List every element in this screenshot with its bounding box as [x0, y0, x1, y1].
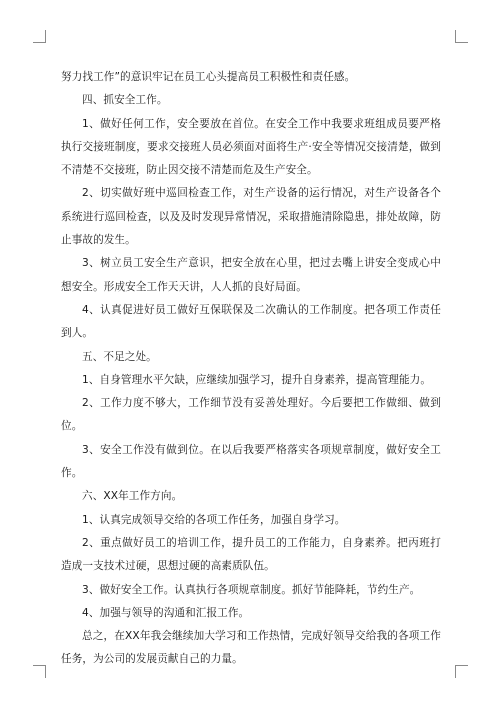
crop-mark-top-left: [33, 30, 46, 43]
paragraph-safety-2: 2、切实做好班中巡回检查工作，对生产设备的运行情况，对生产设备各个系统进行巡回检查，以及及时发现异常情况，采取措施清除隐患，排处故障，防止事故的发生。: [61, 187, 441, 247]
paragraph-direction-1: 1、认真完成领导交给的各项工作任务，加强自身学习。: [82, 513, 346, 526]
paragraph-shortcoming-1: 1、自身管理水平欠缺，应继续加强学习，提升自身素养，提高管理能力。: [82, 373, 432, 386]
paragraph-direction-4: 4、加强与领导的沟通和汇报工作。: [82, 606, 250, 619]
paragraph-shortcoming-2: 2、工作力度不够大，工作细节没有妥善处理好。今后要把工作做细、做到位。: [61, 397, 441, 433]
section-heading-direction: 六、XX年工作方向。: [82, 490, 183, 503]
document-body: [61, 66, 441, 672]
crop-mark-bottom-right: [455, 665, 468, 678]
crop-mark-top-right: [455, 30, 468, 43]
paragraph-safety-3: 3、树立员工安全生产意识，把安全放在心里，把过去嘴上讲安全变成心中想安全。形成安全工作天天讲，人人抓的良好局面。: [61, 257, 441, 293]
paragraph-direction-3: 3、做好安全工作。认真执行各项规章制度。抓好节能降耗，节约生产。: [82, 583, 421, 596]
paragraph-shortcoming-3: 3、安全工作没有做到位。在以后我要严格落实各项规章制度，做好安全工作。: [61, 443, 441, 480]
section-heading-shortcomings: 五、不足之处。: [82, 350, 157, 363]
paragraph-safety-1: 1、做好任何工作，安全要放在首位。在安全工作中我要求班组成员要严格执行交接班制度，要求交接班人员必须面对面将生产·安全等情况交接清楚，做到不清楚不交接班，防止因交接不清楚而危及生产安全。: [61, 117, 441, 177]
paragraph-continuation: 努力找工作”的意识牢记在员工心头提高员工积极性和责任感。: [61, 71, 356, 83]
paragraph-direction-2: 2、重点做好员工的培训工作，提升员工的工作能力，自身素养。把丙班打造成一支技术过硬，思想过硬的高素质队伍。: [61, 536, 441, 573]
section-heading-safety: 四、抓安全工作。: [82, 94, 168, 107]
paragraph-safety-4: 4、认真促进好员工做好互保联保及二次确认的工作制度。把各项工作责任到人。: [61, 303, 441, 340]
crop-mark-bottom-left: [33, 665, 46, 678]
paragraph-conclusion: 总之，在XX年我会继续加大学习和工作热情，完成好领导交给我的各项工作任务，为公司的发展贡献自己的力量。: [61, 630, 441, 666]
